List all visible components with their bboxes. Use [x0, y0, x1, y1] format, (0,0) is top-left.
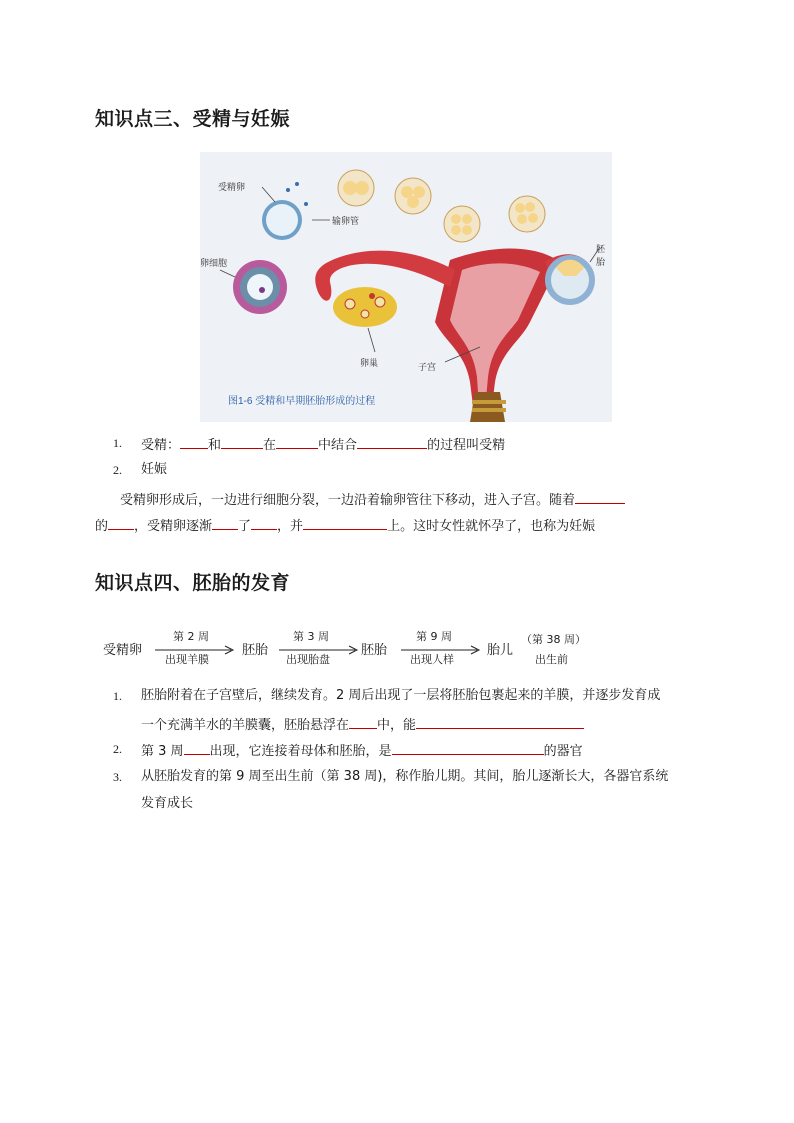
text: ，受精卵逐渐 [134, 519, 213, 534]
item-number: 3. [113, 770, 122, 784]
text: 中，能 [377, 718, 417, 733]
flow-end-below: 出生前 [535, 653, 568, 666]
text: 受精卵形成后，一边进行细胞分裂，一边沿着输卵管往下移动，进入子宫。随着 [120, 493, 576, 508]
item-2-line [141, 740, 583, 761]
item-number: 2. [113, 463, 122, 477]
reproductive-system-illustration [200, 152, 612, 422]
text: 和 [208, 438, 222, 453]
answer-blank[interactable] [349, 714, 377, 729]
text: 出现，它连接着母体和胚胎，是 [209, 744, 392, 759]
text: 的过程叫受精 [427, 438, 506, 453]
answer-blank[interactable] [392, 740, 544, 755]
answer-blank[interactable] [575, 489, 625, 504]
answer-blank[interactable] [184, 740, 210, 755]
item-number: 1. [113, 436, 122, 450]
fertilization-definition [141, 434, 505, 455]
oviduct-label: 输卵管 [332, 217, 360, 227]
text: 上。这时女性就怀孕了，也称为妊娠 [387, 519, 596, 534]
pregnancy-title: 妊娠 [141, 462, 168, 477]
flow-step-above: 第 3 周 [293, 630, 329, 643]
item-3-line-2: 发育成长 [141, 796, 194, 811]
answer-blank[interactable] [251, 515, 277, 530]
flow-step-below: 出现胎盘 [286, 653, 330, 666]
item-number: 1. [113, 689, 122, 703]
figure-caption: 图1-6 受精和早期胚胎形成的过程 [228, 396, 376, 407]
ovary-label: 卵巢 [360, 359, 379, 369]
item-3-line-1: 从胚胎发育的第 9 周至出生前（第 38 周)，称作胎儿期。其间，胎儿逐渐长大，各器官系统 [141, 769, 669, 784]
text: 的器官 [543, 744, 583, 759]
text: 的 [95, 519, 109, 534]
item-1-line-1: 胚胎附着在子宫壁后，继续发育。2 周后出现了一层将胚胎包裹起来的羊膜，并逐步发育成 [141, 688, 661, 703]
development-flow [103, 625, 663, 670]
flow-end-above: （第 38 周） [521, 633, 586, 646]
fertilization-figure [200, 152, 612, 422]
text: 受精： [141, 438, 181, 453]
text: ，并 [277, 519, 304, 534]
flow-step-above: 第 9 周 [416, 630, 452, 643]
text: 在 [263, 438, 277, 453]
flow-node-embryo: 胚胎 [361, 643, 388, 658]
answer-blank[interactable] [416, 714, 584, 729]
text: 中结合 [318, 438, 358, 453]
text: 第 3 周 [141, 744, 184, 759]
answer-blank[interactable] [221, 434, 263, 449]
answer-blank[interactable] [108, 515, 134, 530]
uterus-label: 子宫 [418, 363, 437, 373]
section-4-title: 知识点四、胚胎的发育 [95, 572, 291, 594]
text: 了 [238, 519, 252, 534]
answer-blank[interactable] [357, 434, 427, 449]
flow-step-above: 第 2 周 [173, 630, 209, 643]
answer-blank[interactable] [180, 434, 208, 449]
answer-blank[interactable] [276, 434, 318, 449]
answer-blank[interactable] [303, 515, 387, 530]
text: 一个充满羊水的羊膜囊，胚胎悬浮在 [141, 718, 350, 733]
embryo-label: 胚胎 [596, 245, 606, 268]
flow-node-fertilized-egg: 受精卵 [103, 643, 143, 658]
flow-step-below: 出现人样 [410, 653, 454, 666]
follicle-label: 卵细胞 [200, 259, 228, 269]
flow-step-below: 出现羊膜 [165, 653, 209, 666]
flow-node-embryo: 胚胎 [242, 643, 269, 658]
section-3-title: 知识点三、受精与妊娠 [95, 108, 291, 130]
flow-node-fetus: 胎儿 [487, 643, 514, 658]
pregnancy-line-1 [120, 489, 625, 510]
item-number: 2. [113, 742, 122, 756]
item-1-line-2 [141, 714, 584, 735]
fertilized-egg-label: 受精卵 [218, 183, 246, 193]
pregnancy-line-2 [95, 515, 595, 536]
answer-blank[interactable] [212, 515, 238, 530]
